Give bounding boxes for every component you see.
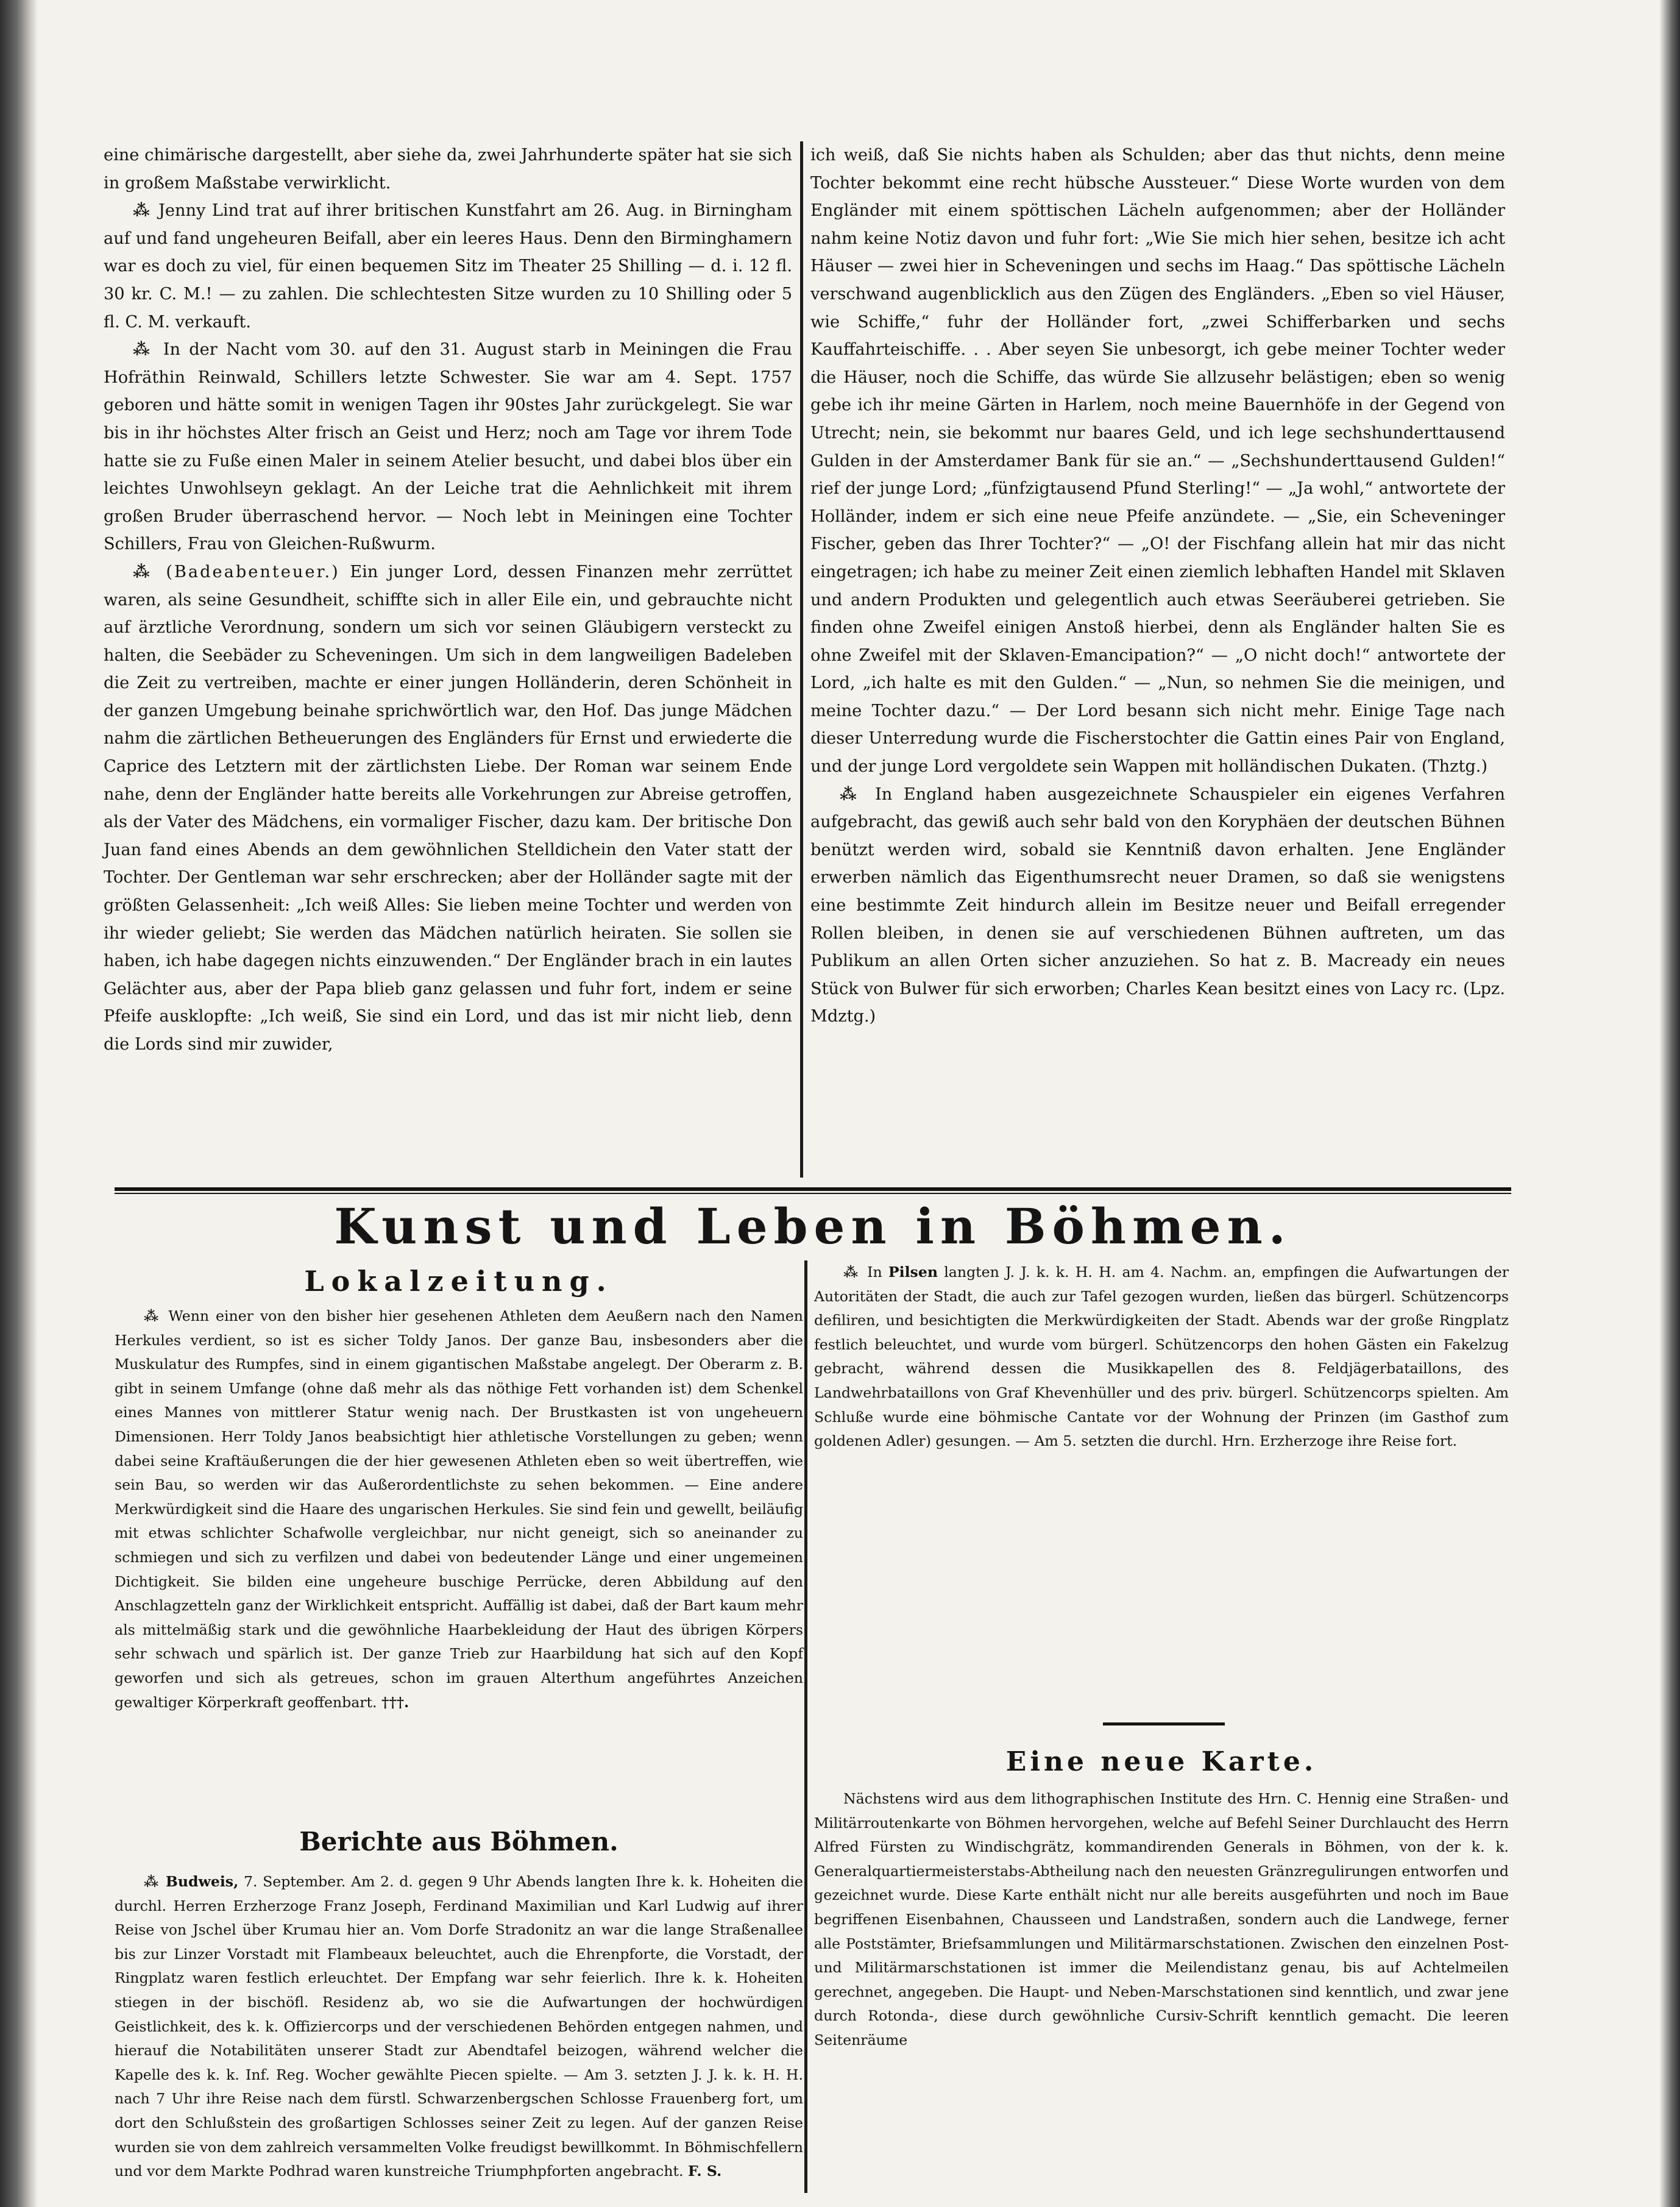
heading-neue-karte: Eine neue Karte. [1005, 1746, 1317, 1777]
section-marker: ⁂ [133, 561, 156, 581]
article-badeabenteuer: ⁂ (Badeabenteuer.) Ein junger Lord, dessen Finanzen mehr zerrüttet waren, als seine Gesundheit, schiffte sich in aller Eile ein, und gebrauchte nicht auf ärztliche Verordnung, sondern um sich vor seinen Gläubigern versteckt zu halten, die Seebäder zu Scheveningen. Um sich in dem langweiligen Badeleben die Zeit zu vertreiben, machte er einer jungen Holländerin, deren Schönheit in der ganzen Umgebung beinahe sprichwörtlich war, den Hof. Das junge Mädchen nahm die zärtlichen Betheuerungen des Engländers für Ernst und erwiederte die Caprice des Letztern mit der zärtlichsten Liebe. Der Roman war seinem Ende nahe, denn der Engländer hatte bereits alle Vorkehrungen zur Abreise getroffen, als der Vater des Mädchens, ein vormaliger Fischer, dazu kam. Der britische Don Juan fand eines Abends an dem gewöhnlichen Stelldichein den Vater statt der Tochter. Der Gentleman war sehr erschrecken; aber der Holländer sagte mit der größten Gelassenheit: „Ich weiß Alles: Sie lieben meine Tochter und werden von ihr wieder geliebt; Sie werden das Mädchen natürlich heiraten. Sie sollen sie haben, ich habe dagegen nichts einzuwenden.“ Der Engländer brach in ein lautes Gelächter aus, aber der Papa blieb ganz gelassen und fuhr fort, indem er seine Pfeife ausklopfte: „Ich weiß, Sie sind ein Lord, und das ist mir nicht lieb, denn die Lords sind mir zuwider, [104, 561, 792, 1054]
berichte-column-right [814, 1260, 1509, 1699]
scan-edge-left [0, 0, 38, 2207]
article-reinwald: ⁂ In der Nacht vom 30. auf den 31. August starb in Meiningen die Frau Hofräthin Reinwald, Schillers letzte Schwester. Sie war am 4. Sept. 1757 geboren und hätte somit in wenigen Tagen ihr 90stes Jahr zurückgelegt. Sie war bis in ihr höchstes Alter frisch an Geist und Herz; noch am Tage vor ihrem Tode hatte sie zu Fuße einen Maler in seinem Atelier besucht, und dabei blos über ein leichtes Unwohlseyn geklagt. An der Leiche trat die Aehnlichkeit mit ihrem großen Bruder überraschend hervor. — Noch lebt in Meiningen eine Tochter Schillers, Frau von Gleichen-Rußwurm. [104, 339, 792, 554]
article-badeabenteuer-continued: ich weiß, daß Sie nichts haben als Schulden; aber das thut nichts, denn meine Tochter bekommt eine recht hübsche Aussteuer.“ Diese Worte wurden von dem Engländer mit einem spöttischen Lächeln aufgenommen; aber der Holländer nahm keine Notiz davon und fuhr fort: „Wie Sie mich hier sehen, besitze ich acht Häuser — zwei hier in Scheveningen und sechs im Haag.“ Das spöttische Lächeln verschwand augenblicklich aus den Zügen des Engländers. „Eben so viel Häuser, wie Schiffe,“ fuhr der Holländer fort, „zwei Schifferbarken und sechs Kauffahrteischiffe. . . Aber seyen Sie unbesorgt, ich gebe meiner Tochter weder die Häuser, noch die Schiffe, das würde Sie allzusehr belästigen; eben so wenig gebe ich ihr meine Gärten in Harlem, noch meine Bauernhöfe in der Gegend von Utrecht; nein, sie bekommt nur baares Geld, und ich lege sechshunderttausend Gulden in der Amsterdamer Bank für sie an.“ — „Sechshunderttausend Gulden!“ rief der junge Lord; „fünfzigtausend Pfund Sterling!“ — „Ja wohl,“ antwortete der Holländer, indem er sich eine neue Pfeife anzündete. — „Sie, ein Scheveninger Fischer, geben das Ihrer Tochter?“ — „O! der Fischfang allein hat mir das nicht eingetragen; ich habe zu meiner Zeit einen ziemlich lebhaften Handel mit Sklaven und andern Produkten und gelegentlich auch etwas Seeräuberei getrieben. Sie finden ohne Zweifel einigen Anstoß hierbei, denn als Engländer halten Sie es ohne Zweifel mit der Sklaven-Emancipation?“ — „O nicht doch!“ antwortete der Lord, „ich halte es mit den Gulden.“ — „Nun, so nehmen Sie die meinigen, und meine Tochter dazu.“ — Der Lord besann sich nicht mehr. Einige Tage nach dieser Unterredung wurde die Fischerstochter die Gattin eines Pair von England, und der junge Lord vergoldete sein Wappen mit holländischen Dukaten. (Thztg.) [810, 146, 1505, 777]
karte-column [814, 1787, 1509, 2189]
masthead-rule [115, 1187, 1511, 1191]
section-marker: ⁂ [144, 1873, 161, 1890]
lokalzeitung-column [115, 1304, 803, 1792]
article-signature: †††. [381, 1693, 409, 1711]
section-marker: ⁂ [843, 1263, 861, 1281]
article-neue-karte: Nächstens wird aus dem lithographischen Institute des Hrn. C. Hennig eine Straßen- und Militärroutenkarte von Böhmen hervorgehen, welche auf Befehl Seiner Durchlaucht des Herrn Alfred Fürsten zu Windischgrätz, kommandirenden Generals in Böhmen, von der k. k. Generalquartiermeisterstabs-Abtheilung nach den neuesten Gränzregulirungen entworfen und gezeichnet wurde. Diese Karte enthält nicht nur alle bereits ausgeführten und noch im Baue begriffenen Eisenbahnen, Chausseen und Landstraßen, sondern auch die Landwege, ferner alle Poststämter, Briefsammlungen und Militärmarschstationen. Zwischen den einzelnen Post- und Militärmarschstationen ist immer die Meilendistanz genau, bis auf Achtelmeilen gerechnet, angegeben. Die Haupt- und Neben-Marschstationen sind kenntlich, und zwar jene durch Rotonda-, diese durch gewöhnliche Cursiv-Schrift kenntlich gemacht. Die leeren Seitenräume [814, 1790, 1509, 2049]
section-masthead: Kunst und Leben in Böhmen. [334, 1198, 1292, 1255]
column-divider-top [800, 141, 803, 1178]
article-title: (Badeabenteuer.) [166, 562, 340, 581]
section-marker: ⁂ [144, 1307, 162, 1324]
section-marker: ⁂ [133, 339, 155, 360]
top-right-column [810, 141, 1505, 1184]
article-jenny-lind: ⁂ Jenny Lind trat auf ihrer britischen Kunstfahrt am 26. Aug. in Birningham auf und fand ungeheuren Beifall, aber ein leeres Haus. Denn den Birminghamern war es doch zu viel, für einen bequemen Sitz im Theater 25 Shilling — d. i. 12 fl. 30 kr. C. M.! — zu zahlen. Die schlechtesten Sitze wurden zu 10 Shilling oder 5 fl. C. M. verkauft. [104, 201, 792, 332]
place-name: Pilsen [888, 1263, 938, 1281]
place-name: Budweis, [165, 1873, 239, 1890]
separator-rule [1103, 1722, 1225, 1725]
section-marker: ⁂ [133, 201, 152, 221]
berichte-column-left [115, 1870, 803, 2187]
article-budweis: ⁂ Budweis, 7. September. Am 2. d. gegen 9 Uhr Abends langten Ihre k. k. Hoheiten die durchl. Herren Erzherzoge Franz Joseph, Ferdinand Maximilian und Karl Ludwig auf ihrer Reise von Jschel über Krumau hier an. Vom Dorfe Stradonitz an war die lange Straßenallee bis zur Linzer Vorstadt mit Flambeaux beleuchtet, auch die Ehrenpforte, die Vorstadt, der Ringplatz waren festlich erleuchtet. Der Empfang war sehr feierlich. Ihre k. k. Hoheiten stiegen in der bischöfl. Residenz ab, wo sie die Aufwartungen der hochwürdigen Geistlichkeit, des k. k. Offiziercorps und der verschiedenen Behörden entgegen nahmen, und hierauf die Notabilitäten unserer Stadt zur Abendtafel beizogen, während welcher die Kapelle des k. k. Inf. Reg. Wocher gewählte Piecen spielte. — Am 3. setzten J. J. k. k. H. H. nach 7 Uhr ihre Reise nach dem fürstl. Schwarzenbergschen Schlosse Frauenberg fort, um dort den Schlußstein des großartigen Schlosses seiner Zeit zu legen. Auf der ganzen Reise wurden sie von dem zahlreich versammelten Volke freudigst bewillkommt. In Böhmischfellern und vor dem Markte Podhrad waren kunstreiche Triumphpforten angebracht. F. S. [115, 1873, 803, 2180]
masthead-rule-thin [115, 1193, 1511, 1194]
column-divider-bottom [804, 1260, 807, 2193]
heading-berichte: Berichte aus Böhmen. [299, 1827, 618, 1857]
article-pilsen: ⁂ In Pilsen langten J. J. k. k. H. H. am 4. Nachm. an, empfingen die Aufwartungen der Autoritäten der Stadt, die auch zur Tafel gezogen wurden, ließen das bürgerl. Schützencorps defiliren, und besichtigten die Merkwürdigkeiten der Stadt. Abends war der große Ringplatz festlich beleuchtet, und wurde vom bürgerl. Schützencorps den hohen Gästen ein Fakelzug gebracht, während dessen die Musikkapellen des 8. Feldjägerbataillons, des Landwehrbataillons von Graf Khevenhüller und des priv. bürgerl. Schützencorps spielten. Am Schluße wurde eine böhmische Cantate vor der Wohnung der Prinzen (im Gasthof zum goldenen Adler) gesungen. — Am 5. setzten die durchl. Hrn. Erzherzoge ihre Reise fort. [814, 1263, 1509, 1450]
section-marker: ⁂ [840, 784, 864, 804]
top-left-column [104, 141, 792, 1184]
article-continuation: eine chimärische dargestellt, aber siehe da, zwei Jahrhunderte später hat sie sich in großem Maßstabe verwirklicht. [104, 146, 792, 193]
article-toldy-janos: ⁂ Wenn einer von den bisher hier gesehenen Athleten dem Aeußern nach den Namen Herkules verdient, so ist es sicher Toldy Janos. Der ganze Bau, insbesonders aber die Muskulatur des Rumpfes, sind in einem gigantischen Maßstabe angelegt. Der Oberarm z. B. gibt in seinem Umfange (ohne daß mehr als das nöthige Fett vorhanden ist) dem Schenkel eines Mannes von mittlerer Statur wenig nach. Der Brustkasten ist von ungeheuern Dimensionen. Herr Toldy Janos beabsichtigt hier athletische Vorstellungen zu geben; wenn dabei seine Kraftäußerungen die der hier gewesenen Athleten eben so weit übertreffen, wie sein Bau, so werden wir das Außerordentlichste zu sehen bekommen. — Eine andere Merkwürdigkeit sind die Haare des ungarischen Herkules. Sie sind fein und gewellt, beiläufig mit etwas schlichter Schafwolle vergleichbar, nur nicht geneigt, sich so aneinander zu schmiegen und sich zu verfilzen und dabei von bedeutender Länge und einer ungemeinen Dichtigkeit. Sie bilden eine ungeheure buschige Perrücke, deren Abbildung auf den Anschlagzetteln ganz der Wirklichkeit entspricht. Auffällig ist dabei, daß der Bart kaum mehr als mittelmäßig stark und die gewöhnliche Haarbekleidung der Haut des übrigen Körpers sehr schwach und spärlich ist. Der ganze Trieb zur Haarbildung hat sich auf den Kopf geworfen und sich als getreues, schon im grauen Alterthum angeführtes Anzeichen gewaltiger Körperkraft geoffenbart. †††. [115, 1307, 803, 1711]
article-signature: F. S. [688, 2163, 722, 2180]
heading-lokalzeitung: Lokalzeitung. [304, 1265, 614, 1298]
scan-edge-right [1659, 0, 1680, 2207]
article-england-actors: ⁂ In England haben ausgezeichnete Schauspieler ein eigenes Verfahren aufgebracht, das gewiß auch sehr bald von den Koryphäen der deutschen Bühnen benützt werden wird, sobald sie Kenntniß davon erhalten. Jene Engländer erwerben nämlich das Eigenthumsrecht neuer Dramen, so daß sie wenigstens eine bestimmte Zeit hindurch allein im Besitze neuer und Beifall erregender Rollen bleiben, in denen sie auf verschiedenen Bühnen auftreten, um das Publikum an allen Orten sicher anzuziehen. So hat z. B. Macready ein neues Stück von Bulwer für sich erworben; Charles Kean besitzt eines von Lacy rc. (Lpz. Mdztg.) [810, 784, 1505, 1026]
